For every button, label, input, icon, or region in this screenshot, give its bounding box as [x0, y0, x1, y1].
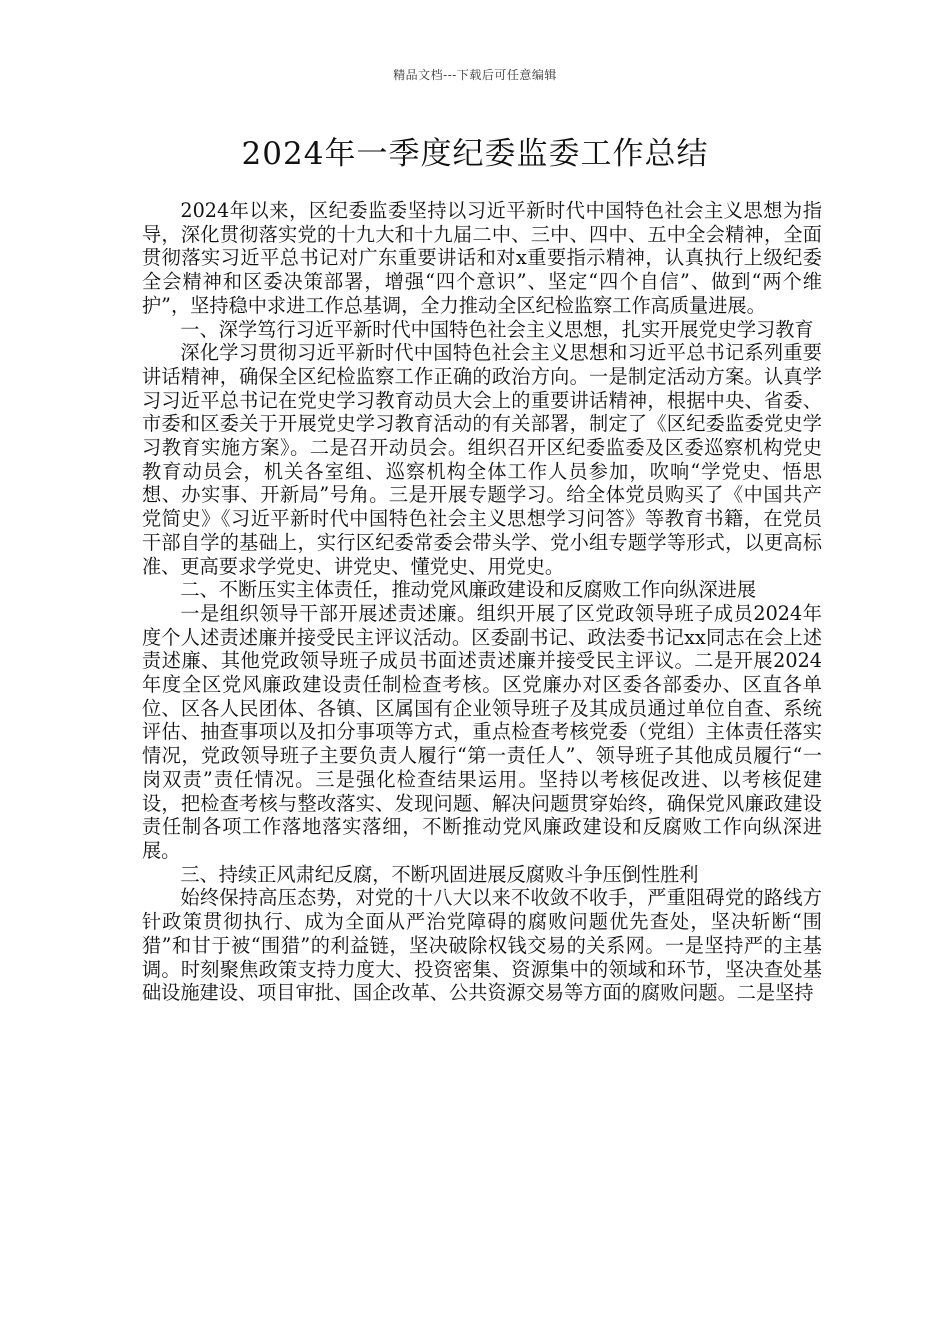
document-title: 2024年一季度纪委监委工作总结 [241, 136, 709, 172]
document-body [142, 199, 822, 1005]
paragraph-section-3: 始终保持高压态势，对党的十八大以来不收敛不收手，严重阻碍党的路线方针政策贯彻执行、成为全面从严治党障碍的腐败问题优先查处，坚决斩断“围猎”和甘于被“围猎”的利益链，坚决破除权钱交易的关系网。一是坚持严的主基调。时刻聚焦政策支持力度大、投资密集、资源集中的领域和环节，坚决查处基础设施建设、项目审批、国企改革、公共资源交易等方面的腐败问题。二是坚持 [142, 886, 822, 1005]
section-heading-2: 二、不断压实主体责任，推动党风廉政建设和反腐败工作向纵深进展 [180, 578, 757, 602]
paragraph-section-1: 深化学习贯彻习近平新时代中国特色社会主义思想和习近平总书记系列重要讲话精神，确保全区纪检监察工作正确的政治方向。一是制定活动方案。认真学习习近平总书记在党史学习教育动员大会上的重要讲话精神，根据中央、省委、市委和区委关于开展党史学习教育活动的有关部署，制定了《区纪委监委党史学习教育实施方案》。二是召开动员会。组织召开区纪委监委及区委巡察机构党史教育动员会，机关各室组、巡察机构全体工作人员参加，吹响“学党史、悟思想、办实事、开新局”号角。三是开展专题学习。给全体党员购买了《中国共产党简史》《习近平新时代中国特色社会主义思想学习问答》等教育书籍，在党员干部自学的基础上，实行区纪委常委会带头学、党小组专题学等形式，以更高标准、更高要求学党史、讲党史、懂党史、用党史。 [142, 341, 822, 578]
section-heading-1: 一、深学笃行习近平新时代中国特色社会主义思想，扎实开展党史学习教育 [180, 317, 814, 341]
paragraph-section-2: 一是组织领导干部开展述责述廉。组织开展了区党政领导班子成员2024年度个人述责述廉并接受民主评议活动。区委副书记、政法委书记xx同志在会上述责述廉、其他党政领导班子成员书面述责述廉并接受民主评议。二是开展2024年度全区党风廉政建设责任制检查考核。区党廉办对区委各部委办、区直各单位、区各人民团体、各镇、区属国有企业领导班子及其成员通过单位自查、系统评估、抽查事项以及扣分事项等方式，重点检查考核党委（党组）主体责任落实情况，党政领导班子主要负责人履行“第一责任人”、领导班子其他成员履行“一岗双责”责任情况。三是强化检查结果运用。坚持以考核促改进、以考核促建设，把检查考核与整改落实、发现问题、解决问题贯穿始终，确保党风廉政建设责任制各项工作落地落实落细，不断推动党风廉政建设和反腐败工作向纵深进展。 [142, 601, 822, 862]
page-header-watermark: 精品文档---下载后可任意编辑 [393, 68, 557, 82]
section-heading-3: 三、持续正风肃纪反腐，不断巩固进展反腐败斗争压倒性胜利 [180, 862, 699, 886]
paragraph-intro: 2024年以来，区纪委监委坚持以习近平新时代中国特色社会主义思想为指导，深化贯彻落实党的十九大和十九届二中、三中、四中、五中全会精神，全面贯彻落实习近平总书记对广东重要讲话和对x重要指示精神，认真执行上级纪委全会精神和区委决策部署，增强“四个意识”、坚定“四个自信”、做到“两个维护”，坚持稳中求进工作总基调，全力推动全区纪检监察工作高质量进展。 [142, 199, 822, 317]
